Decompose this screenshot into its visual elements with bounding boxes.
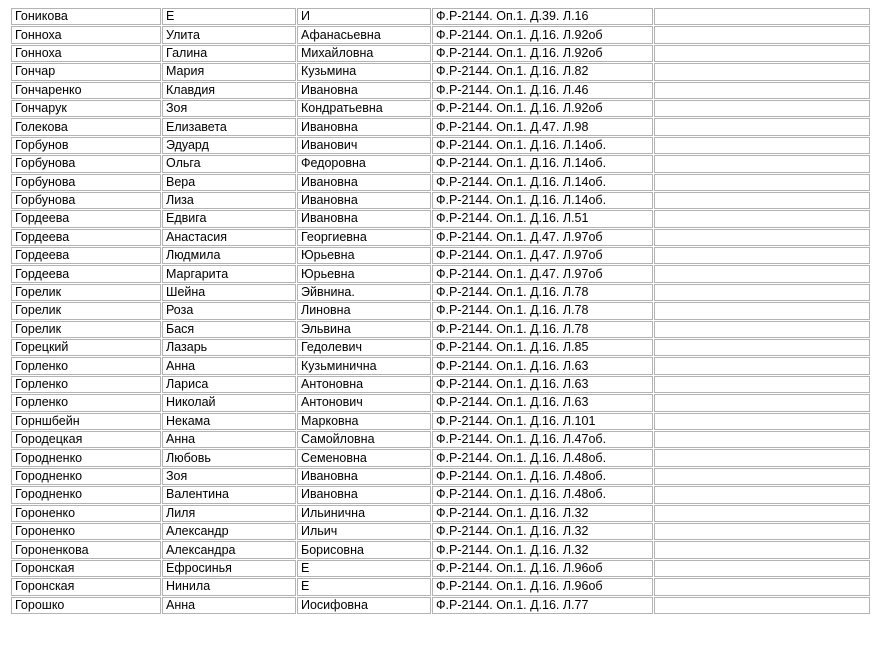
archive-reference-cell: Ф.Р-2144. Оп.1. Д.16. Л.92об: [432, 45, 653, 62]
surname-cell: Гороненко: [11, 505, 161, 522]
empty-cell: [654, 45, 870, 62]
table-row: [11, 8, 870, 25]
surname-cell: Городненко: [11, 486, 161, 503]
first-name-cell: Лариса: [162, 376, 296, 393]
surname-cell: Горбунова: [11, 174, 161, 191]
first-name-cell: Е: [162, 8, 296, 25]
empty-cell: [654, 137, 870, 154]
table-row: [11, 597, 870, 614]
first-name-cell: Анна: [162, 597, 296, 614]
first-name-cell: Ольга: [162, 155, 296, 172]
patronymic-cell: Ивановна: [297, 82, 431, 99]
patronymic-cell: Ивановна: [297, 118, 431, 135]
table-row: [11, 541, 870, 558]
archive-reference-cell: Ф.Р-2144. Оп.1. Д.47. Л.97об: [432, 247, 653, 264]
patronymic-cell: Ильич: [297, 523, 431, 540]
archive-reference-cell: Ф.Р-2144. Оп.1. Д.16. Л.14об.: [432, 192, 653, 209]
archive-reference-cell: Ф.Р-2144. Оп.1. Д.16. Л.77: [432, 597, 653, 614]
patronymic-cell: Самойловна: [297, 431, 431, 448]
surname-cell: Гордеева: [11, 247, 161, 264]
first-name-cell: Вера: [162, 174, 296, 191]
patronymic-cell: Иосифовна: [297, 597, 431, 614]
patronymic-cell: Эльвина: [297, 321, 431, 338]
first-name-cell: Бася: [162, 321, 296, 338]
first-name-cell: Роза: [162, 302, 296, 319]
patronymic-cell: Е: [297, 578, 431, 595]
table-row: [11, 431, 870, 448]
table-body: [11, 8, 870, 614]
first-name-cell: Александр: [162, 523, 296, 540]
archive-reference-cell: Ф.Р-2144. Оп.1. Д.47. Л.97об: [432, 265, 653, 282]
archive-reference-cell: Ф.Р-2144. Оп.1. Д.16. Л.63: [432, 376, 653, 393]
table-row: [11, 394, 870, 411]
archive-reference-cell: Ф.Р-2144. Оп.1. Д.16. Л.78: [432, 284, 653, 301]
empty-cell: [654, 321, 870, 338]
table-row: [11, 192, 870, 209]
empty-cell: [654, 597, 870, 614]
empty-cell: [654, 339, 870, 356]
first-name-cell: Лиля: [162, 505, 296, 522]
table-row: [11, 26, 870, 43]
patronymic-cell: Афанасьевна: [297, 26, 431, 43]
empty-cell: [654, 265, 870, 282]
patronymic-cell: Федоровна: [297, 155, 431, 172]
first-name-cell: Едвига: [162, 210, 296, 227]
surname-cell: Горелик: [11, 284, 161, 301]
patronymic-cell: Кондратьевна: [297, 100, 431, 117]
archive-reference-cell: Ф.Р-2144. Оп.1. Д.16. Л.92об: [432, 26, 653, 43]
patronymic-cell: Юрьевна: [297, 247, 431, 264]
empty-cell: [654, 192, 870, 209]
table-row: [11, 45, 870, 62]
empty-cell: [654, 449, 870, 466]
patronymic-cell: Юрьевна: [297, 265, 431, 282]
table-row: [11, 376, 870, 393]
empty-cell: [654, 100, 870, 117]
table-row: [11, 413, 870, 430]
first-name-cell: Лиза: [162, 192, 296, 209]
surname-cell: Гончаренко: [11, 82, 161, 99]
first-name-cell: Александра: [162, 541, 296, 558]
empty-cell: [654, 431, 870, 448]
table-row: [11, 523, 870, 540]
archive-reference-cell: Ф.Р-2144. Оп.1. Д.16. Л.46: [432, 82, 653, 99]
surname-cell: Гоникова: [11, 8, 161, 25]
patronymic-cell: Иванович: [297, 137, 431, 154]
surname-cell: Гороненко: [11, 523, 161, 540]
first-name-cell: Ефросинья: [162, 560, 296, 577]
first-name-cell: Любовь: [162, 449, 296, 466]
archive-reference-cell: Ф.Р-2144. Оп.1. Д.16. Л.32: [432, 523, 653, 540]
patronymic-cell: Ивановна: [297, 192, 431, 209]
table-row: [11, 82, 870, 99]
surname-cell: Горонская: [11, 560, 161, 577]
first-name-cell: Зоя: [162, 468, 296, 485]
empty-cell: [654, 63, 870, 80]
archive-reference-cell: Ф.Р-2144. Оп.1. Д.16. Л.32: [432, 505, 653, 522]
surname-cell: Горошко: [11, 597, 161, 614]
patronymic-cell: Антонович: [297, 394, 431, 411]
table-row: [11, 210, 870, 227]
patronymic-cell: И: [297, 8, 431, 25]
surname-cell: Горленко: [11, 376, 161, 393]
surname-cell: Гордеева: [11, 265, 161, 282]
surname-cell: Горленко: [11, 357, 161, 374]
first-name-cell: Анастасия: [162, 229, 296, 246]
surname-cell: Гончар: [11, 63, 161, 80]
patronymic-cell: Марковна: [297, 413, 431, 430]
patronymic-cell: Кузьминична: [297, 357, 431, 374]
surname-cell: Горбунова: [11, 192, 161, 209]
patronymic-cell: Антоновна: [297, 376, 431, 393]
first-name-cell: Анна: [162, 357, 296, 374]
empty-cell: [654, 247, 870, 264]
surname-cell: Горбунова: [11, 155, 161, 172]
first-name-cell: Зоя: [162, 100, 296, 117]
surname-cell: Городненко: [11, 468, 161, 485]
surname-cell: Гончарук: [11, 100, 161, 117]
archive-reference-cell: Ф.Р-2144. Оп.1. Д.16. Л.48об.: [432, 486, 653, 503]
surname-cell: Горбунов: [11, 137, 161, 154]
archive-reference-cell: Ф.Р-2144. Оп.1. Д.16. Л.78: [432, 302, 653, 319]
empty-cell: [654, 541, 870, 558]
first-name-cell: Эдуард: [162, 137, 296, 154]
table-row: [11, 137, 870, 154]
archive-reference-cell: Ф.Р-2144. Оп.1. Д.16. Л.14об.: [432, 137, 653, 154]
first-name-cell: Лазарь: [162, 339, 296, 356]
surname-cell: Гороненкова: [11, 541, 161, 558]
patronymic-cell: Ивановна: [297, 210, 431, 227]
surname-cell: Гонноха: [11, 26, 161, 43]
first-name-cell: Некама: [162, 413, 296, 430]
patronymic-cell: Гедолевич: [297, 339, 431, 356]
patronymic-cell: Ивановна: [297, 468, 431, 485]
empty-cell: [654, 210, 870, 227]
archive-reference-cell: Ф.Р-2144. Оп.1. Д.47. Л.97об: [432, 229, 653, 246]
empty-cell: [654, 284, 870, 301]
surname-cell: Горелик: [11, 302, 161, 319]
empty-cell: [654, 118, 870, 135]
archive-reference-cell: Ф.Р-2144. Оп.1. Д.16. Л.78: [432, 321, 653, 338]
empty-cell: [654, 302, 870, 319]
table-row: [11, 339, 870, 356]
archive-reference-cell: Ф.Р-2144. Оп.1. Д.16. Л.14об.: [432, 155, 653, 172]
first-name-cell: Маргарита: [162, 265, 296, 282]
table-row: [11, 449, 870, 466]
archive-reference-cell: Ф.Р-2144. Оп.1. Д.16. Л.101: [432, 413, 653, 430]
patronymic-cell: Семеновна: [297, 449, 431, 466]
empty-cell: [654, 468, 870, 485]
archive-reference-cell: Ф.Р-2144. Оп.1. Д.16. Л.47об.: [432, 431, 653, 448]
table-row: [11, 578, 870, 595]
first-name-cell: Анна: [162, 431, 296, 448]
empty-cell: [654, 155, 870, 172]
archive-reference-cell: Ф.Р-2144. Оп.1. Д.16. Л.32: [432, 541, 653, 558]
patronymic-cell: Е: [297, 560, 431, 577]
first-name-cell: Людмила: [162, 247, 296, 264]
empty-cell: [654, 357, 870, 374]
table-row: [11, 174, 870, 191]
empty-cell: [654, 229, 870, 246]
table-row: [11, 100, 870, 117]
surname-cell: Городецкая: [11, 431, 161, 448]
table-row: [11, 486, 870, 503]
empty-cell: [654, 505, 870, 522]
archive-reference-cell: Ф.Р-2144. Оп.1. Д.16. Л.63: [432, 357, 653, 374]
first-name-cell: Елизавета: [162, 118, 296, 135]
first-name-cell: Улита: [162, 26, 296, 43]
table-row: [11, 357, 870, 374]
patronymic-cell: Ильинична: [297, 505, 431, 522]
empty-cell: [654, 560, 870, 577]
surname-cell: Голекова: [11, 118, 161, 135]
table-row: [11, 302, 870, 319]
archive-reference-cell: Ф.Р-2144. Оп.1. Д.16. Л.48об.: [432, 449, 653, 466]
surname-cell: Горелик: [11, 321, 161, 338]
patronymic-cell: Линовна: [297, 302, 431, 319]
archive-reference-cell: Ф.Р-2144. Оп.1. Д.16. Л.51: [432, 210, 653, 227]
first-name-cell: Галина: [162, 45, 296, 62]
archive-reference-cell: Ф.Р-2144. Оп.1. Д.16. Л.14об.: [432, 174, 653, 191]
table-row: [11, 155, 870, 172]
patronymic-cell: Георгиевна: [297, 229, 431, 246]
surname-cell: Горецкий: [11, 339, 161, 356]
first-name-cell: Нинила: [162, 578, 296, 595]
first-name-cell: Шейна: [162, 284, 296, 301]
archive-reference-cell: Ф.Р-2144. Оп.1. Д.16. Л.96об: [432, 560, 653, 577]
first-name-cell: Клавдия: [162, 82, 296, 99]
archive-reference-cell: Ф.Р-2144. Оп.1. Д.16. Л.92об: [432, 100, 653, 117]
first-name-cell: Валентина: [162, 486, 296, 503]
archive-reference-cell: Ф.Р-2144. Оп.1. Д.16. Л.48об.: [432, 468, 653, 485]
surname-cell: Горонская: [11, 578, 161, 595]
archive-reference-cell: Ф.Р-2144. Оп.1. Д.16. Л.96об: [432, 578, 653, 595]
empty-cell: [654, 578, 870, 595]
empty-cell: [654, 8, 870, 25]
table-row: [11, 265, 870, 282]
empty-cell: [654, 82, 870, 99]
patronymic-cell: Эйвнина.: [297, 284, 431, 301]
archive-records-table: [10, 7, 871, 615]
table-row: [11, 284, 870, 301]
empty-cell: [654, 174, 870, 191]
empty-cell: [654, 376, 870, 393]
table-row: [11, 560, 870, 577]
empty-cell: [654, 413, 870, 430]
archive-reference-cell: Ф.Р-2144. Оп.1. Д.16. Л.82: [432, 63, 653, 80]
patronymic-cell: Борисовна: [297, 541, 431, 558]
archive-reference-cell: Ф.Р-2144. Оп.1. Д.39. Л.16: [432, 8, 653, 25]
surname-cell: Гордеева: [11, 229, 161, 246]
patronymic-cell: Ивановна: [297, 174, 431, 191]
empty-cell: [654, 486, 870, 503]
table-row: [11, 468, 870, 485]
first-name-cell: Мария: [162, 63, 296, 80]
empty-cell: [654, 26, 870, 43]
patronymic-cell: Кузьмина: [297, 63, 431, 80]
empty-cell: [654, 394, 870, 411]
surname-cell: Горленко: [11, 394, 161, 411]
table-row: [11, 247, 870, 264]
surname-cell: Горншбейн: [11, 413, 161, 430]
table-row: [11, 63, 870, 80]
table-row: [11, 505, 870, 522]
table-row: [11, 229, 870, 246]
patronymic-cell: Михайловна: [297, 45, 431, 62]
surname-cell: Городненко: [11, 449, 161, 466]
table-row: [11, 321, 870, 338]
table-row: [11, 118, 870, 135]
empty-cell: [654, 523, 870, 540]
surname-cell: Гордеева: [11, 210, 161, 227]
patronymic-cell: Ивановна: [297, 486, 431, 503]
surname-cell: Гонноха: [11, 45, 161, 62]
archive-reference-cell: Ф.Р-2144. Оп.1. Д.16. Л.63: [432, 394, 653, 411]
archive-reference-cell: Ф.Р-2144. Оп.1. Д.16. Л.85: [432, 339, 653, 356]
first-name-cell: Николай: [162, 394, 296, 411]
archive-reference-cell: Ф.Р-2144. Оп.1. Д.47. Л.98: [432, 118, 653, 135]
